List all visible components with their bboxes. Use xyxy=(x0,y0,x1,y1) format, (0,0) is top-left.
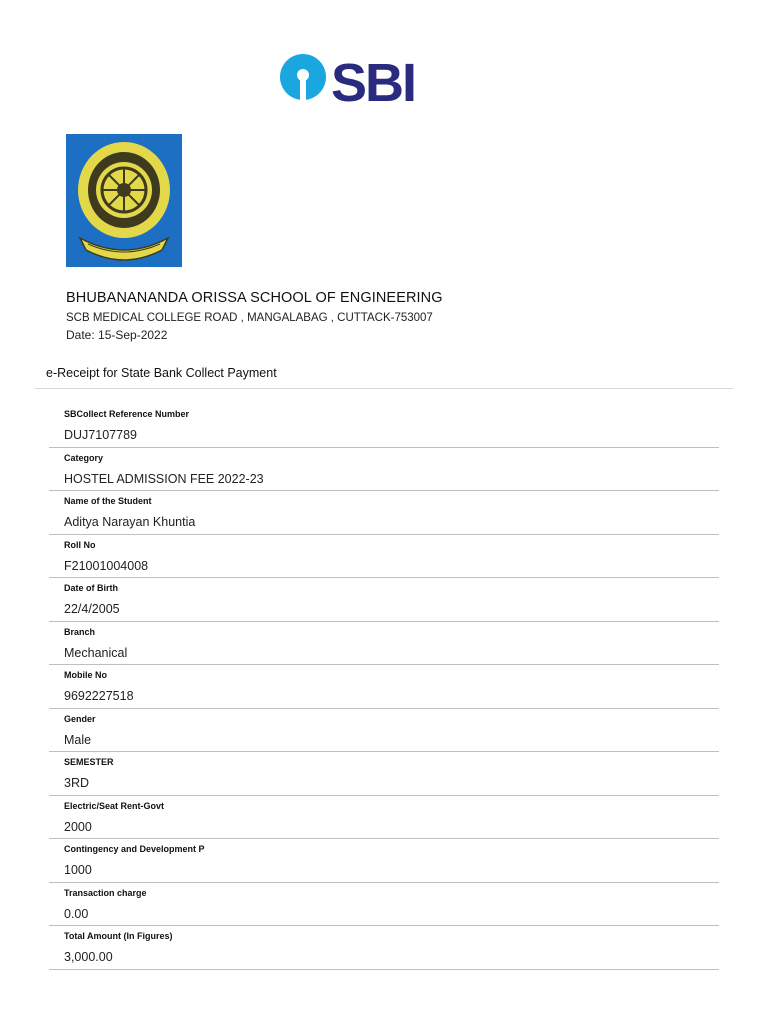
field-label: Electric/Seat Rent-Govt xyxy=(64,800,165,811)
field-label: SBCollect Reference Number xyxy=(64,409,190,419)
field-roll-no xyxy=(49,535,719,579)
field-label: Category xyxy=(64,452,104,463)
field-value: 22/4/2005 xyxy=(64,602,120,616)
field-mobile-no xyxy=(49,665,719,709)
field-student-name xyxy=(49,491,719,535)
sbi-logo-text: SBI xyxy=(331,53,416,104)
field-contingency-development xyxy=(49,839,719,883)
receipt-date: Date: 15-Sep-2022 xyxy=(66,328,168,342)
heading-divider xyxy=(35,388,733,389)
sbi-logo xyxy=(279,52,419,104)
field-value: Male xyxy=(64,732,92,747)
field-semester xyxy=(49,752,719,796)
field-label: SEMESTER xyxy=(64,757,114,767)
field-value: 1000 xyxy=(64,863,92,877)
field-value: 9692227518 xyxy=(64,689,134,703)
field-value: Mechanical xyxy=(64,645,128,660)
field-label: Date of Birth xyxy=(64,583,118,593)
field-label: Name of the Student xyxy=(64,496,152,506)
field-category xyxy=(49,448,719,492)
field-label: Transaction charge xyxy=(64,887,147,898)
field-value: 3,000.00 xyxy=(64,950,113,964)
field-value: HOSTEL ADMISSION FEE 2022-23 xyxy=(64,471,264,486)
field-date-of-birth xyxy=(49,578,719,622)
field-transaction-charge xyxy=(49,883,719,927)
field-value: DUJ7107789 xyxy=(64,428,137,442)
field-label: Branch xyxy=(64,626,96,637)
field-reference-number xyxy=(49,404,719,448)
field-value: F21001004008 xyxy=(64,558,149,573)
school-address: SCB MEDICAL COLLEGE ROAD , MANGALABAG , CUTTACK-753007 xyxy=(66,312,433,324)
field-label: Gender xyxy=(64,713,96,724)
school-seal-icon xyxy=(66,134,182,267)
field-total-amount xyxy=(49,926,719,970)
field-label: Contingency and Development P xyxy=(64,844,205,854)
field-gender xyxy=(49,709,719,753)
field-value: 2000 xyxy=(64,819,92,834)
field-label: Mobile No xyxy=(64,670,107,680)
field-value: 3RD xyxy=(64,776,90,790)
field-electric-seat-rent xyxy=(49,796,719,840)
field-value: 0.00 xyxy=(64,906,89,921)
field-label: Roll No xyxy=(64,539,96,550)
field-branch xyxy=(49,622,719,666)
receipt-fields xyxy=(49,404,719,970)
school-name: BHUBANANANDA ORISSA SCHOOL OF ENGINEERING xyxy=(66,290,443,306)
field-value: Aditya Narayan Khuntia xyxy=(64,515,196,529)
receipt-heading: e-Receipt for State Bank Collect Payment xyxy=(46,366,277,380)
field-label: Total Amount (In Figures) xyxy=(64,931,173,941)
sbi-keyhole-icon xyxy=(280,54,326,100)
